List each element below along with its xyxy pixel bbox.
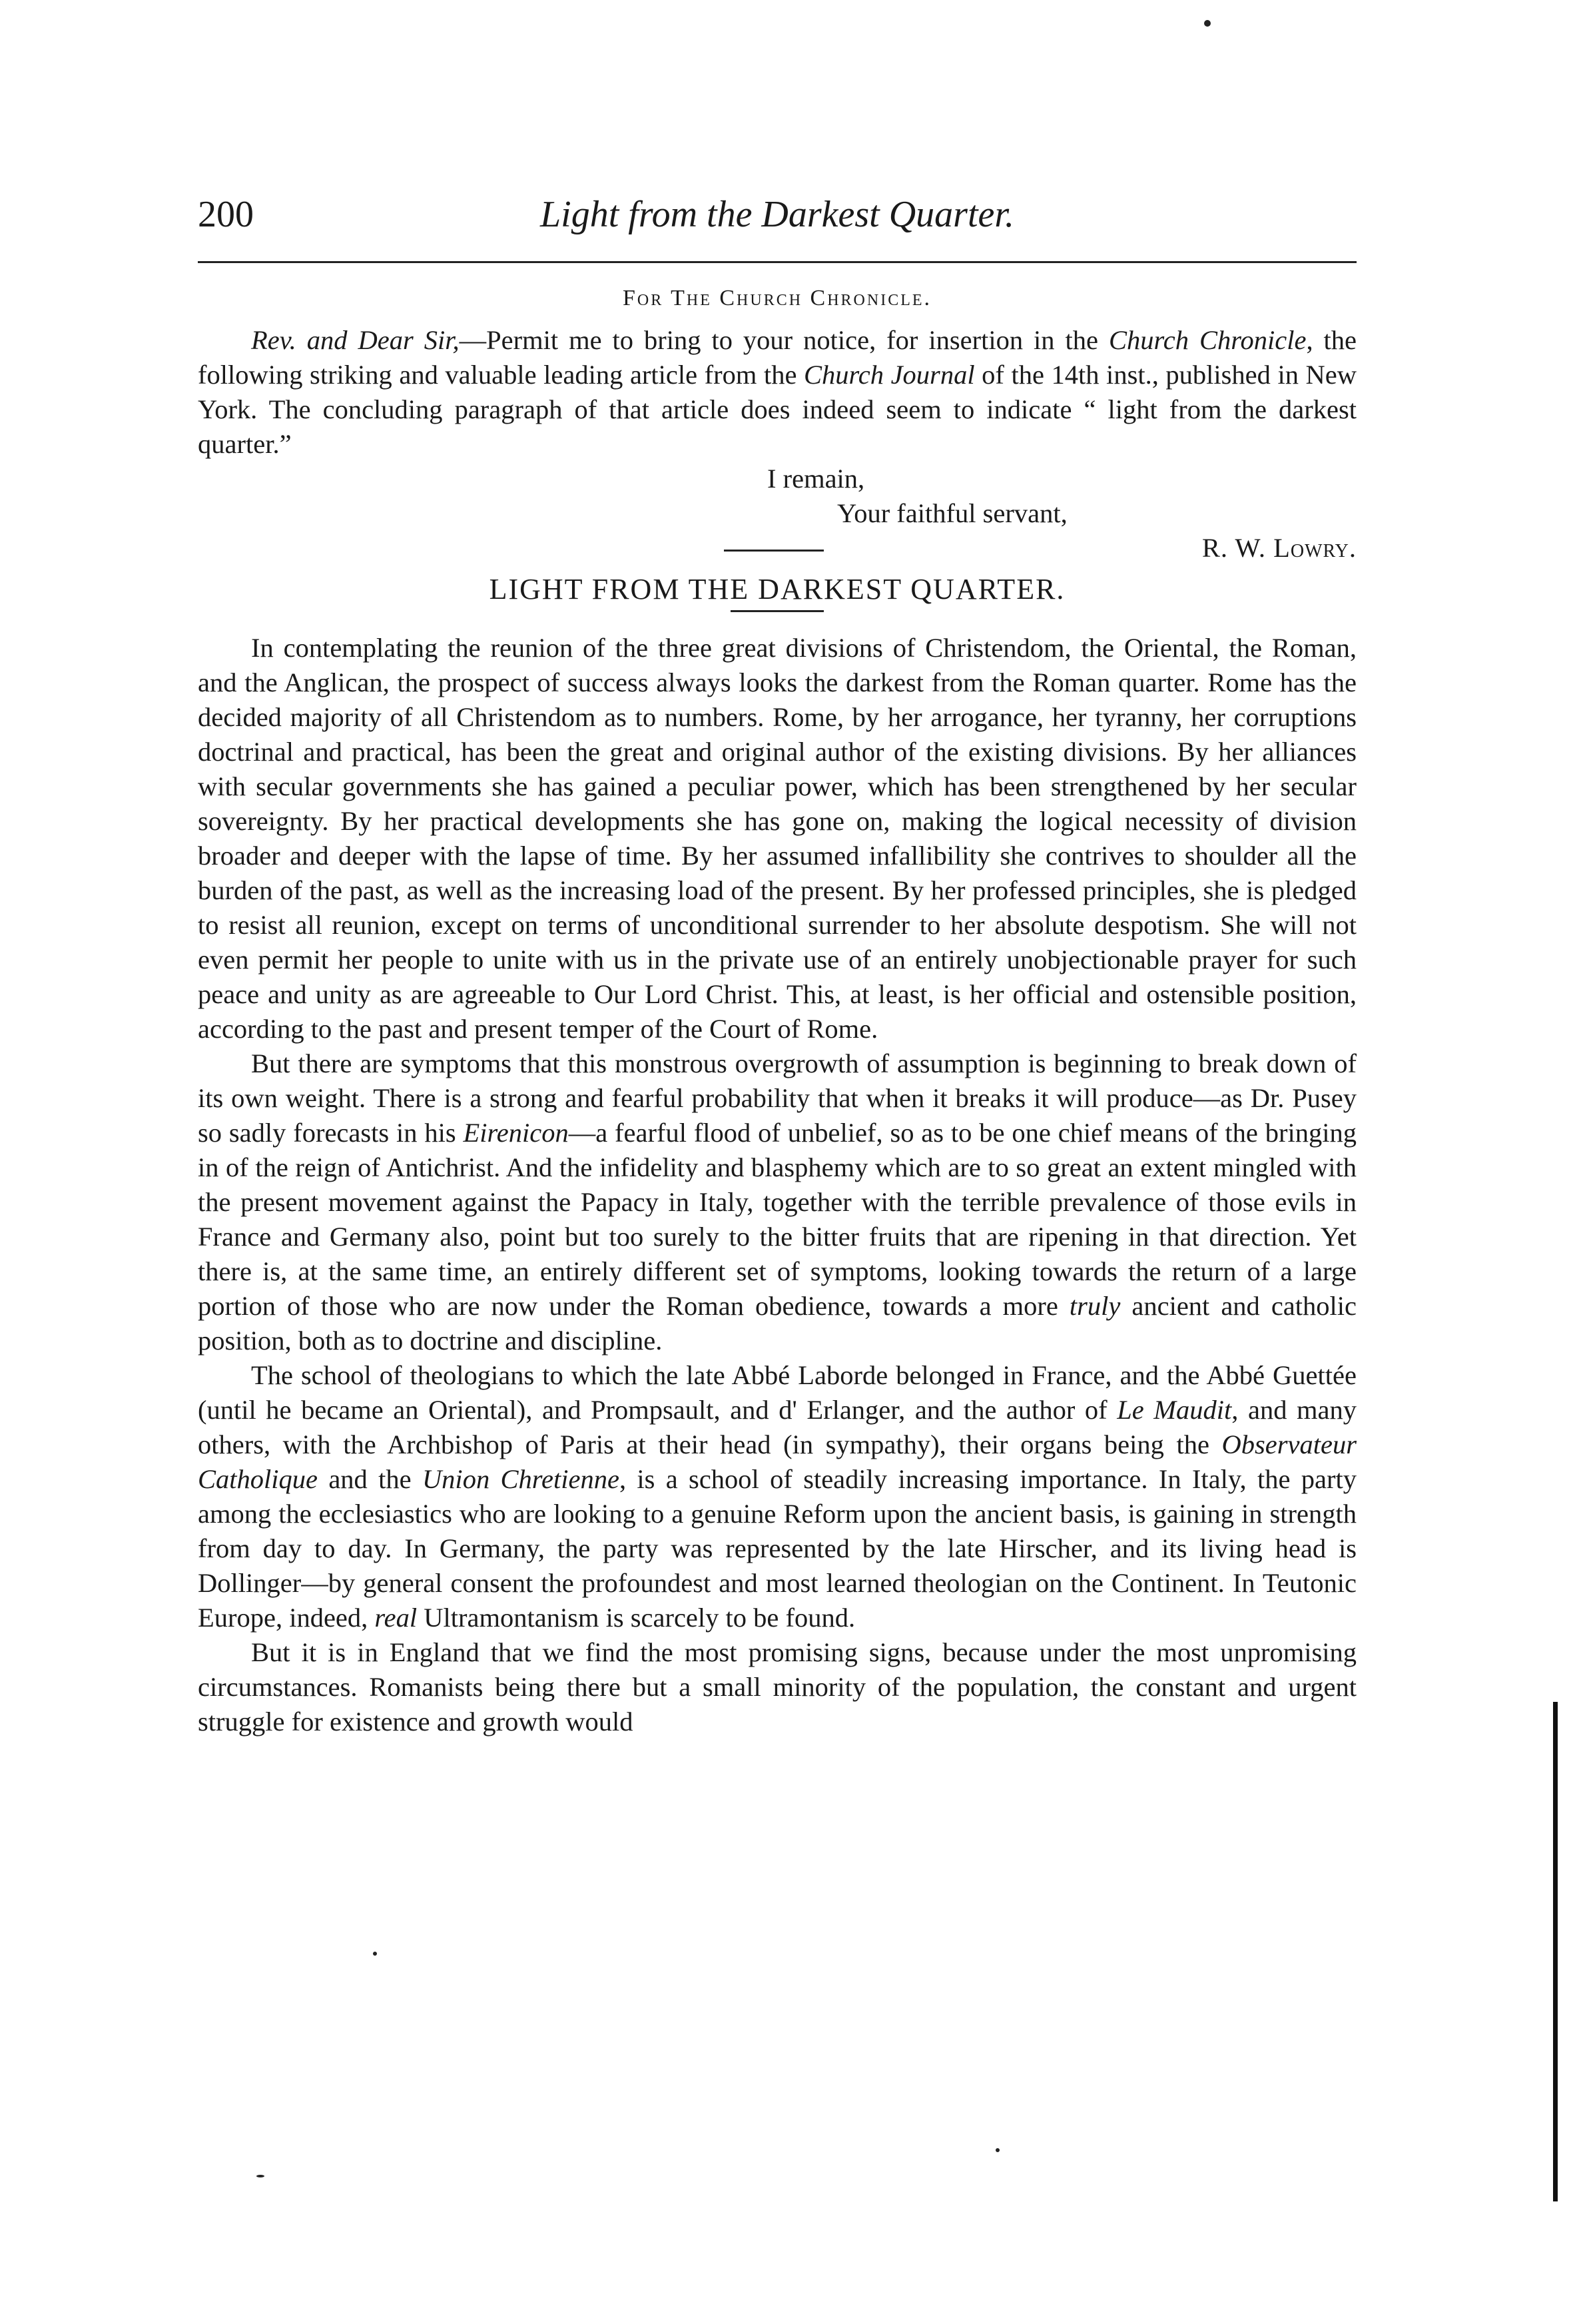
letter-addressee: For The Church Chronicle. (622, 286, 932, 310)
page-number: 200 (198, 194, 254, 235)
page (198, 193, 1357, 1739)
margin-mark (1553, 1702, 1558, 2201)
scan-speck (996, 2148, 1000, 2152)
signature-rule (724, 550, 824, 552)
closing-line: I remain, (767, 464, 865, 494)
publication-title: Church Chronicle (1108, 325, 1307, 355)
paragraph: In contemplating the reunion of the three great divisions of Christendom, the Oriental, the Roman, and the Anglican, the prospect of success always looks the darkest from the Roman quarter. Rome has the decided majority of all Christendom as to numbers. Rome, by her arrogance, her tyranny, her corruptions doctrinal and practical, has been the great and original author of the existing divisions. By her alliances with secular governments she has gained a peculiar power, which has been strengthened by her secular sovereignty. By her practical developments she has gone on, making the logical necessity of division broader and deeper with the lapse of time. By her assumed infallibility she contrives to shoulder all the burden of the past, as well as the increasing load of the present. By her professed principles, she is pledged to resist all reunion, except on terms of unconditional surrender to her absolute despotism. She will not even permit her people to unite with us in the private use of an entirely unobjectionable prayer for such peace and unity as are agreeable to Our Lord Christ. This, at least, is her official and ostensible position, according to the past and present temper of the Court of Rome. (198, 633, 1357, 1044)
publication-title: Church Journal (804, 360, 975, 390)
running-title: Light from the Darkest Quarter. (540, 194, 1014, 235)
title-rule (731, 610, 824, 612)
letter-closing (198, 462, 1357, 570)
letter (198, 323, 1357, 570)
running-head (198, 193, 1357, 253)
header-rule (198, 261, 1357, 263)
paragraph: The school of theologians to which the late Abbé Laborde belonged in France, and the Abbé Guettée (until he became an Oriental), and Prompsault, and d' Erlanger, and the author of Le Maudit, and many others, with the Archbishop of Paris at their head (in sympathy), their organs being the Observateur Catholique and the Union Chretienne, is a school of steadily increasing importance. In Italy, the party among the ecclesiastics who are looking to a genuine Reform upon the ancient basis, is gaining in strength from day to day. In Germany, the party was represented by the late Hirscher, and its living head is Dollinger—by general consent the profoundest and most learned theologian on the Continent. In Teutonic Europe, indeed, real Ultramontanism is scarcely to be found. (198, 1360, 1357, 1633)
scan-speck (256, 2175, 264, 2177)
paragraph: But there are symptoms that this monstrous overgrowth of assumption is beginning to break down of its own weight. There is a strong and fearful probability that when it breaks it will produce—as Dr. Pusey so sadly forecasts in his Eirenicon—a fearful flood of unbelief, so as to be one chief means of the bringing in of the reign of Antichrist. And the infidelity and blasphemy which are to so great an extent mingled with the present movement against the Papacy in Italy, together with the terrible prevalence of those evils in France and Germany also, point but too surely to the bitter fruits that are ripening in that direction. Yet there is, at the same time, an entirely different set of symptoms, looking towards the return of a large portion of those who are now under the Roman obedience, towards a more truly ancient and catholic position, both as to doctrine and discipline. (198, 1048, 1357, 1356)
paragraph: But it is in England that we find the most promising signs, because under the most unpromising circumstances. Romanists being there but a small minority of the population, the constant and urgent struggle for existence and growth would (198, 1637, 1357, 1737)
article-title: LIGHT FROM THE DARKEST QUARTER. (489, 573, 1066, 605)
letter-body: Rev. and Dear Sir,—Permit me to bring to your notice, for insertion in the Church Chronicle, the following striking and valuable leading article from the Church Journal of the 14th inst., published in New York. The concluding paragraph of that article does indeed seem to indicate “ light from the darkest quarter.” (198, 325, 1357, 459)
signature: R. W. Lowry. (1201, 533, 1357, 563)
closing-line: Your faithful servant, (837, 498, 1068, 528)
scan-speck (373, 1952, 377, 1956)
scan-speck (1204, 20, 1211, 27)
letter-salutation: Rev. and Dear Sir, (251, 325, 460, 355)
article-body (198, 631, 1357, 1739)
